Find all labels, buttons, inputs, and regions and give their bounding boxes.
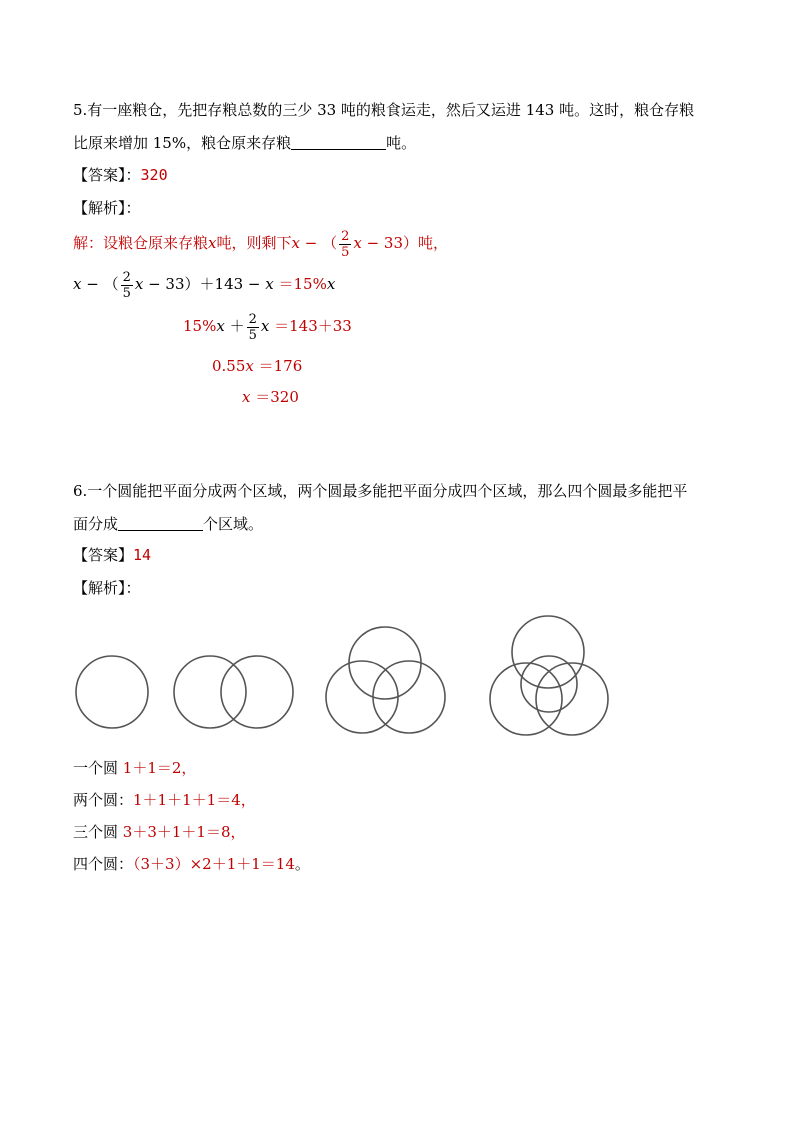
q5-text-line2-b: 吨。 xyxy=(386,134,417,152)
eq2-fraction xyxy=(247,312,259,343)
one-circle xyxy=(76,656,148,728)
eq1-paren: − （ xyxy=(81,275,119,293)
s1-value: 1＋1＝2 xyxy=(122,759,182,777)
q6-text-line2 xyxy=(73,514,263,534)
q5-sol-tail: − 33）吨， xyxy=(361,234,449,252)
eq4-rhs: ＝320 xyxy=(250,388,299,406)
eq1-x2: x xyxy=(134,275,144,293)
q6-text-line1: 6.一个圆能把平面分成两个区域，两个圆最多能把平面分成四个区域，那么四个圆最多能把平 xyxy=(73,482,688,500)
q5-equation-4 xyxy=(242,387,299,407)
fraction-numerator: 2 xyxy=(248,311,257,327)
q6-text-line2-a: 面分成 xyxy=(73,515,119,533)
fraction-denominator: 5 xyxy=(341,244,350,260)
q6-answer-blank xyxy=(118,515,203,531)
s1-label: 一个圆 xyxy=(73,759,123,777)
q5-sol-mid: 吨，则剩下 xyxy=(216,234,292,252)
q6-solution-one xyxy=(73,758,196,778)
q5-sol-x: x xyxy=(291,234,300,252)
q5-analysis-label: 【解析】 xyxy=(73,199,126,217)
q5-analysis-heading xyxy=(73,198,141,218)
s2-end: ， xyxy=(240,791,256,809)
s4-end: 。 xyxy=(294,855,310,873)
fraction-numerator: 2 xyxy=(341,228,350,244)
q6-answer-value: 14 xyxy=(133,546,152,564)
q5-text-line2 xyxy=(73,133,416,153)
eq2-rhs: ＝143＋33 xyxy=(269,317,352,335)
q5-sol-tail-x: x xyxy=(353,234,362,252)
q5-text-line2-a: 比原来增加 15%，粮仓原来存粮 xyxy=(73,134,292,152)
q6-analysis-label: 【解析】 xyxy=(73,579,126,597)
eq2-x2: x xyxy=(260,317,270,335)
s3-label: 三个圆 xyxy=(73,823,123,841)
s4-value: （3＋3）×2＋1＋1＝14 xyxy=(133,855,295,873)
s3-value: 3＋3＋1＋1＝8 xyxy=(122,823,231,841)
q5-fraction xyxy=(339,229,351,260)
q6-answer-label: 【答案】 xyxy=(73,546,134,564)
s4-label: 四个圆： xyxy=(73,855,134,873)
q5-sol-var: x xyxy=(208,234,217,252)
q5-sol-intro: 解：设粮仓原来存粮 xyxy=(73,234,209,252)
q6-solution-three xyxy=(73,822,246,842)
eq2-percent: 15% xyxy=(183,317,217,335)
eq3-coef: 0.55 xyxy=(212,357,246,375)
eq3-rhs: ＝176 xyxy=(253,357,303,375)
eq4-x: x xyxy=(242,388,251,406)
eq1-x4: x xyxy=(326,275,336,293)
eq1-rhs: ＝15% xyxy=(273,275,327,293)
q6-solution-four xyxy=(73,854,310,874)
q5-sol-minus: − （ xyxy=(299,234,338,252)
s3-end: ， xyxy=(230,823,246,841)
q5-equation-2 xyxy=(183,311,352,343)
q5-equation-3 xyxy=(212,356,302,376)
two-circles xyxy=(174,656,293,728)
fraction-numerator: 2 xyxy=(122,269,131,285)
q5-text-line1: 5.有一座粮仓，先把存粮总数的三少 33 吨的粮食运走，然后又运进 143 吨。这时，粮仓存粮 xyxy=(73,101,695,119)
eq3-x: x xyxy=(245,357,254,375)
q6-analysis-sep: ： xyxy=(125,579,141,597)
s1-end: ， xyxy=(181,759,197,777)
eq1-mid: − 33）＋143 − xyxy=(143,275,266,293)
eq2-x: x xyxy=(216,317,225,335)
four-circles xyxy=(490,616,608,735)
q5-answer-label: 【答案】 xyxy=(73,166,126,184)
fraction-denominator: 5 xyxy=(122,285,131,301)
q5-answer-value: 320 xyxy=(140,166,168,184)
q6-analysis-heading xyxy=(73,578,141,598)
eq1-fraction xyxy=(121,270,133,301)
q6-answer xyxy=(73,545,151,565)
s2-value: 1＋1＋1＋1＝4 xyxy=(133,791,241,809)
eq1-x3: x xyxy=(265,275,274,293)
q6-text-line2-b: 个区域。 xyxy=(203,515,264,533)
eq2-plus: ＋ xyxy=(224,317,245,335)
q5-equation-1 xyxy=(73,269,335,301)
fraction-denominator: 5 xyxy=(248,327,257,343)
q5-analysis-sep: ： xyxy=(125,199,141,217)
q5-answer-sep: ： xyxy=(125,166,141,184)
eq1-x: x xyxy=(73,275,82,293)
three-circles xyxy=(326,627,445,733)
q5-answer-blank xyxy=(291,134,386,150)
q6-solution-two xyxy=(73,790,256,810)
q5-answer xyxy=(73,165,168,185)
q5-solution-intro xyxy=(73,228,448,260)
s2-label: 两个圆： xyxy=(73,791,134,809)
